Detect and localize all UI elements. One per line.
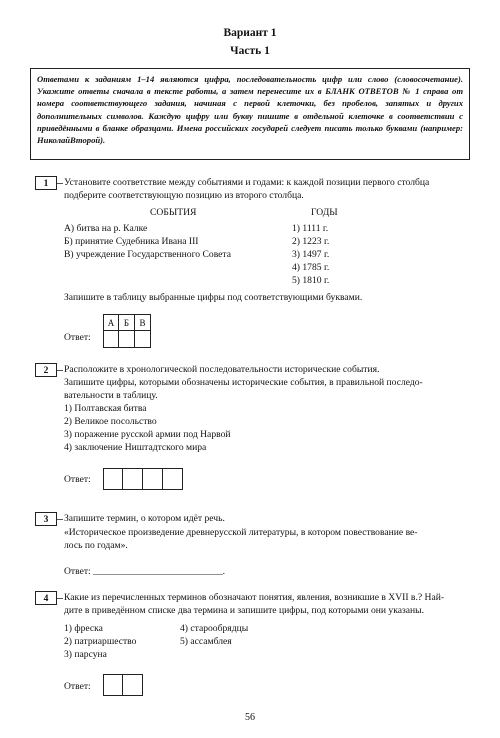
q3-text-3: лось по годам». — [64, 540, 128, 551]
q4-option-4: 4) старообрядцы — [180, 623, 249, 634]
q1-answer-table — [103, 314, 151, 348]
q2-text-1: Расположите в хронологической последовательности исторические события. — [64, 364, 380, 375]
variant-title: Вариант 1 — [223, 27, 277, 39]
q2-answer-cell-2[interactable] — [123, 468, 143, 490]
q4-text-1: Какие из перечисленных терминов обозначают понятия, явления, возникшие в XVII в.? Най- — [64, 592, 445, 603]
q1-year-2: 2) 1223 г. — [292, 236, 330, 247]
instructions-box: Ответами к заданиям 1–14 являются цифра, последовательность цифр или слово (словосочетание). Укажите ответы сначала в тексте работы, а затем перенесите их в БЛАНК ОТВЕТОВ № 1 справа от номера соответствующего задания, начиная с первой клеточки, без пробелов, запятых и других дополнительных символов. Каждую цифру или букву пишите в отдельной клеточке в соответствии с приведёнными в бланке образцами. Имена российских государей следует писать только буквами (например: НиколайВторой). — [30, 68, 470, 160]
q2-item-2: 2) Великое посольство — [64, 416, 157, 427]
q1-answer-cell-c[interactable] — [135, 331, 151, 348]
q4-answer-label: Ответ: — [64, 681, 91, 692]
question-rule — [57, 519, 63, 520]
q1-year-3: 3) 1497 г. — [292, 249, 330, 260]
q2-answer-cell-4[interactable] — [163, 468, 183, 490]
question-number-4: 4 — [35, 591, 57, 605]
q4-option-1: 1) фреска — [64, 623, 103, 634]
question-rule — [57, 370, 63, 371]
question-number-1: 1 — [35, 176, 57, 190]
q1-event-a: А) битва на р. Калке — [64, 223, 148, 234]
q2-text-3: вательности в таблицу. — [64, 390, 158, 401]
q4-answer-cell-1[interactable] — [103, 674, 123, 696]
q1-year-5: 5) 1810 г. — [292, 275, 330, 286]
q2-answer-cell-1[interactable] — [103, 468, 123, 490]
question-rule — [57, 183, 63, 184]
q2-answer-label: Ответ: — [64, 474, 91, 485]
q4-answer-cell-2[interactable] — [123, 674, 143, 696]
q1-text-2: подберите соответствующую позицию из второго столбца. — [64, 190, 304, 201]
q2-item-1: 1) Полтавская битва — [64, 403, 147, 414]
q1-event-c: В) учреждение Государственного Совета — [64, 249, 231, 260]
q1-answer-label: Ответ: — [64, 332, 91, 343]
q1-letter-c: В — [135, 314, 151, 331]
q2-answer-cells — [103, 468, 183, 490]
q1-text-1: Установите соответствие между событиями и годами: к каждой позиции первого столбца — [64, 177, 430, 188]
q2-text-2: Запишите цифры, которыми обозначены исторические события, в правильной последо- — [64, 377, 423, 388]
question-rule — [57, 598, 63, 599]
q1-event-b: Б) принятие Судебника Ивана III — [64, 236, 199, 247]
q1-answer-cell-b[interactable] — [119, 331, 135, 348]
q2-item-4: 4) заключение Ништадтского мира — [64, 442, 207, 453]
q1-years-header: ГОДЫ — [311, 207, 338, 218]
q2-answer-cell-3[interactable] — [143, 468, 163, 490]
part-title: Часть 1 — [230, 45, 270, 57]
q3-answer-line[interactable]: Ответ: ___________________________. — [64, 566, 226, 577]
q1-answer-cell-a[interactable] — [103, 331, 119, 348]
q3-text-1: Запишите термин, о котором идёт речь. — [64, 513, 225, 524]
q1-letter-a: А — [103, 314, 119, 331]
q1-events-header: СОБЫТИЯ — [150, 207, 197, 218]
q4-option-2: 2) патриаршество — [64, 636, 137, 647]
q1-year-4: 4) 1785 г. — [292, 262, 330, 273]
q4-answer-cells — [103, 674, 143, 696]
q4-option-5: 5) ассамблея — [180, 636, 232, 647]
q4-text-2: дите в приведённом списке два термина и запишите цифры, под которыми они указаны. — [64, 605, 425, 616]
question-number-2: 2 — [35, 363, 57, 377]
page-number: 56 — [245, 712, 255, 723]
q1-letter-b: Б — [119, 314, 135, 331]
q1-year-1: 1) 1111 г. — [292, 223, 329, 234]
question-number-3: 3 — [35, 512, 57, 526]
q1-table-note: Запишите в таблицу выбранные цифры под соответствующими буквами. — [64, 292, 363, 303]
q2-item-3: 3) поражение русской армии под Нарвой — [64, 429, 231, 440]
q4-option-3: 3) парсуна — [64, 649, 107, 660]
q3-text-2: «Историческое произведение древнерусской литературы, в котором повествование ве- — [64, 527, 418, 538]
